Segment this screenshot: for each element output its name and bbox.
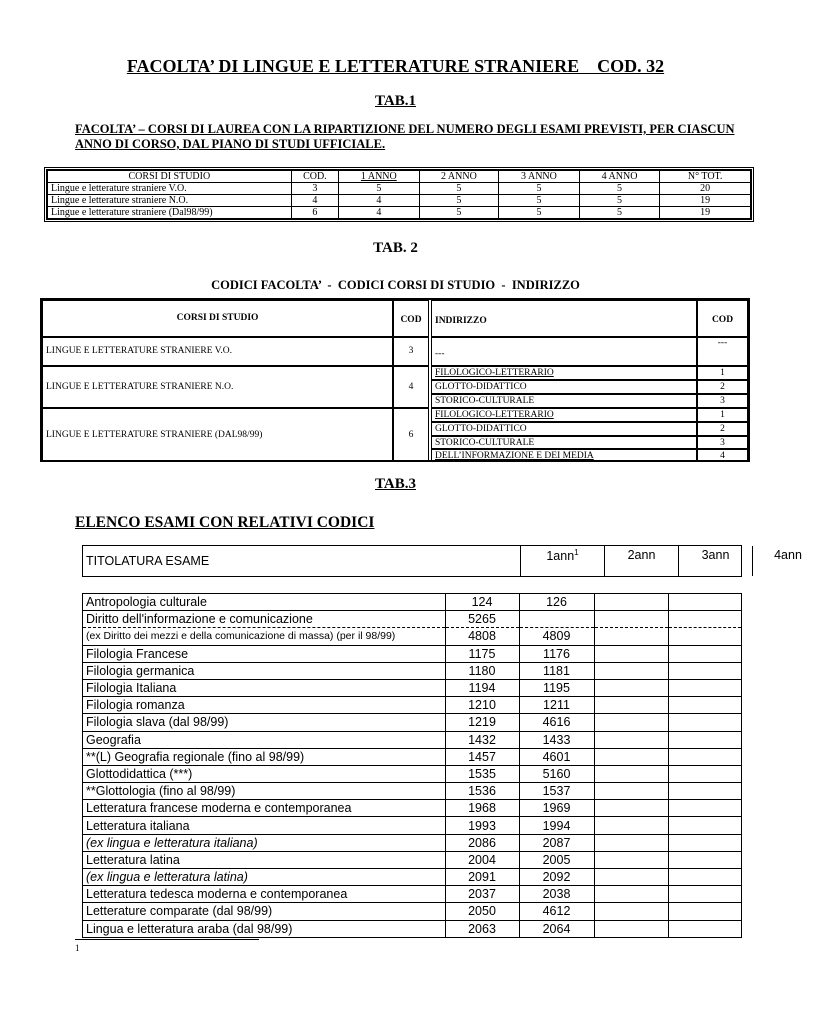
tab2-header-cod: COD bbox=[393, 300, 429, 337]
tab1-description: FACOLTA’ – CORSI DI LAUREA CON LA RIPARTIZIONE DEL NUMERO DEGLI ESAMI PREVISTI, PER CIASCUN ANNO DI CORSO, DAL PIANO DI STUDI UFFICIALE. bbox=[75, 122, 735, 151]
tab1-heading: TAB.1 bbox=[375, 93, 416, 109]
table-row bbox=[83, 697, 741, 714]
cell: 6 bbox=[291, 207, 338, 219]
exam-code: 4809 bbox=[519, 628, 594, 645]
tab3-header bbox=[82, 545, 802, 577]
exam-title: Letteratura italiana bbox=[83, 817, 445, 834]
tab1-header-cod: COD. bbox=[291, 171, 338, 183]
cell: 5 bbox=[579, 195, 660, 207]
exam-code bbox=[668, 731, 741, 748]
exam-code bbox=[594, 765, 668, 782]
exam-code bbox=[594, 697, 668, 714]
exam-title: Geografia bbox=[83, 731, 445, 748]
exam-title: Filologia slava (dal 98/99) bbox=[83, 714, 445, 731]
exam-code bbox=[668, 594, 741, 611]
table-row bbox=[48, 183, 751, 195]
exam-code: 1536 bbox=[445, 783, 519, 800]
exam-code bbox=[594, 851, 668, 868]
cell: 5 bbox=[579, 207, 660, 219]
exam-code bbox=[594, 679, 668, 696]
exam-code bbox=[668, 679, 741, 696]
tab3-exam-list bbox=[82, 593, 742, 938]
exam-title: Letterature comparate (dal 98/99) bbox=[83, 903, 445, 920]
exam-code: 2050 bbox=[445, 903, 519, 920]
exam-title: (ex lingua e letteratura italiana) bbox=[83, 834, 445, 851]
exam-code bbox=[668, 851, 741, 868]
exam-code: 4612 bbox=[519, 903, 594, 920]
exam-code bbox=[594, 886, 668, 903]
tab2-table bbox=[40, 298, 750, 462]
tab2-indirizzo-cod: 1 bbox=[697, 366, 748, 380]
exam-code bbox=[594, 611, 668, 628]
tab1-header-anno4: 4 ANNO bbox=[579, 171, 660, 183]
exam-code bbox=[594, 714, 668, 731]
tab2-indirizzo: --- bbox=[431, 337, 697, 366]
table-row bbox=[83, 851, 741, 868]
exam-code: 2005 bbox=[519, 851, 594, 868]
table-row bbox=[83, 748, 741, 765]
tab2-indirizzo: FILOLOGICO-LETTERARIO bbox=[431, 408, 697, 422]
exam-code bbox=[668, 645, 741, 662]
exam-code: 124 bbox=[445, 594, 519, 611]
tab1-header-tot: N° TOT. bbox=[660, 171, 751, 183]
tab2-indirizzo-cod: 2 bbox=[697, 422, 748, 436]
exam-title: Filologia romanza bbox=[83, 697, 445, 714]
exam-title: Diritto dell'informazione e comunicazione bbox=[83, 611, 445, 628]
cell: 4 bbox=[291, 195, 338, 207]
cell: 4 bbox=[339, 195, 420, 207]
exam-title: Letteratura tedesca moderna e contemporanea bbox=[83, 886, 445, 903]
exam-code: 1194 bbox=[445, 679, 519, 696]
exam-code bbox=[668, 714, 741, 731]
cell: 5 bbox=[499, 207, 580, 219]
table-row bbox=[83, 903, 741, 920]
footnote-divider bbox=[75, 939, 259, 940]
tab1-header-corsi: CORSI DI STUDIO bbox=[48, 171, 292, 183]
exam-code bbox=[594, 662, 668, 679]
table-row bbox=[48, 195, 751, 207]
tab1-header-row bbox=[48, 171, 751, 183]
tab3-list-title: ELENCO ESAMI CON RELATIVI CODICI bbox=[75, 514, 375, 531]
exam-code: 4808 bbox=[445, 628, 519, 645]
exam-code bbox=[594, 645, 668, 662]
exam-code bbox=[594, 783, 668, 800]
tab3-header-titolatura bbox=[83, 546, 521, 576]
exam-code: 1175 bbox=[445, 645, 519, 662]
exam-code bbox=[668, 920, 741, 937]
exam-code: 1219 bbox=[445, 714, 519, 731]
tab2-indirizzo: DELL’INFORMAZIONE E DEI MEDIA bbox=[431, 449, 697, 462]
tab3-header-2ann: 2ann bbox=[605, 546, 679, 576]
table-row bbox=[83, 628, 741, 645]
tab2-corso: LINGUE E LETTERATURE STRANIERE N.O. bbox=[42, 366, 393, 408]
exam-code: 4616 bbox=[519, 714, 594, 731]
table-row bbox=[83, 800, 741, 817]
table-row bbox=[83, 679, 741, 696]
tab2-corso-cod: 4 bbox=[393, 366, 429, 408]
cell: 5 bbox=[419, 207, 499, 219]
exam-code: 1432 bbox=[445, 731, 519, 748]
tab2-subtitle: CODICI FACOLTA’ - CODICI CORSI DI STUDIO - INDIRIZZO bbox=[211, 278, 580, 292]
tab1-header-anno2: 2 ANNO bbox=[419, 171, 499, 183]
exam-title: **(L) Geografia regionale (fino al 98/99) bbox=[83, 748, 445, 765]
cell: 5 bbox=[419, 195, 499, 207]
table-row bbox=[83, 834, 741, 851]
exam-code: 2086 bbox=[445, 834, 519, 851]
exam-code bbox=[594, 731, 668, 748]
footnote-mark: 1 bbox=[75, 943, 80, 953]
exam-code bbox=[668, 817, 741, 834]
exam-code: 1210 bbox=[445, 697, 519, 714]
exam-code: 2087 bbox=[519, 834, 594, 851]
cell: Lingue e letterature straniere V.O. bbox=[48, 183, 292, 195]
tab2-indirizzo: GLOTTO-DIDATTICO bbox=[431, 380, 697, 394]
exam-code: 1994 bbox=[519, 817, 594, 834]
footnote-ref: 1 bbox=[574, 548, 579, 557]
exam-title: (ex Diritto dei mezzi e della comunicazione di massa) (per il 98/99) bbox=[83, 628, 445, 645]
tab3-heading: TAB.3 bbox=[375, 476, 416, 492]
exam-title: Filologia Italiana bbox=[83, 679, 445, 696]
tab2-indirizzo-cod: --- bbox=[697, 337, 748, 366]
tab2-corso: LINGUE E LETTERATURE STRANIERE V.O. bbox=[42, 337, 393, 366]
table-row bbox=[83, 765, 741, 782]
exam-code: 1195 bbox=[519, 679, 594, 696]
exam-code: 1969 bbox=[519, 800, 594, 817]
cell: 5 bbox=[499, 195, 580, 207]
exam-code bbox=[668, 834, 741, 851]
exam-code bbox=[668, 783, 741, 800]
exam-code bbox=[594, 628, 668, 645]
tab2-indirizzo-cod: 3 bbox=[697, 436, 748, 449]
tab1-header-anno1: 1 ANNO bbox=[339, 171, 420, 183]
tab2-indirizzo: FILOLOGICO-LETTERARIO bbox=[431, 366, 697, 380]
tab1-header-anno3: 3 ANNO bbox=[499, 171, 580, 183]
cell: 5 bbox=[419, 183, 499, 195]
cell: 3 bbox=[291, 183, 338, 195]
exam-code: 1180 bbox=[445, 662, 519, 679]
tab3-header-4ann: 4ann bbox=[774, 548, 802, 562]
exam-code: 2064 bbox=[519, 920, 594, 937]
exam-code bbox=[668, 748, 741, 765]
tab3-header-1ann bbox=[521, 546, 605, 576]
exam-code: 1176 bbox=[519, 645, 594, 662]
tab2-heading: TAB. 2 bbox=[373, 240, 418, 256]
exam-code bbox=[594, 817, 668, 834]
exam-code: 2092 bbox=[519, 869, 594, 886]
cell: 5 bbox=[579, 183, 660, 195]
exam-code bbox=[594, 748, 668, 765]
tab3-header-titolatura-label: TITOLATURA ESAME bbox=[86, 554, 210, 568]
exam-code: 1457 bbox=[445, 748, 519, 765]
exam-code bbox=[668, 886, 741, 903]
exam-code bbox=[668, 869, 741, 886]
exam-code: 1181 bbox=[519, 662, 594, 679]
exam-title: Glottodidattica (***) bbox=[83, 765, 445, 782]
exam-title: Antropologia culturale bbox=[83, 594, 445, 611]
table-row bbox=[83, 662, 741, 679]
tab2-header-cod2: COD bbox=[697, 300, 748, 337]
exam-code bbox=[594, 800, 668, 817]
exam-code bbox=[668, 697, 741, 714]
tab2-header-corsi: CORSI DI STUDIO bbox=[42, 300, 393, 337]
exam-code bbox=[668, 765, 741, 782]
tab2-corso: LINGUE E LETTERATURE STRANIERE (DAL98/99) bbox=[42, 408, 393, 462]
exam-title: Filologia germanica bbox=[83, 662, 445, 679]
exam-code: 2004 bbox=[445, 851, 519, 868]
cell: 5 bbox=[339, 183, 420, 195]
exam-code bbox=[668, 611, 741, 628]
exam-title: Letteratura latina bbox=[83, 851, 445, 868]
cell: 5 bbox=[499, 183, 580, 195]
cell: Lingue e letterature straniere (Dal98/99) bbox=[48, 207, 292, 219]
tab1-table bbox=[44, 167, 754, 222]
tab2-header-indirizzo: INDIRIZZO bbox=[431, 300, 697, 337]
tab2-corso-cod: 6 bbox=[393, 408, 429, 462]
exam-code bbox=[594, 594, 668, 611]
exam-code bbox=[668, 800, 741, 817]
tab2-indirizzo-cod: 3 bbox=[697, 394, 748, 408]
page-title: FACOLTA’ DI LINGUE E LETTERATURE STRANIERE COD. 32 bbox=[126, 56, 665, 76]
exam-code: 2038 bbox=[519, 886, 594, 903]
cell: 20 bbox=[660, 183, 751, 195]
tab2-indirizzo: STORICO-CULTURALE bbox=[431, 394, 697, 408]
table-row bbox=[83, 817, 741, 834]
exam-code: 1968 bbox=[445, 800, 519, 817]
exam-title: Lingua e letteratura araba (dal 98/99) bbox=[83, 920, 445, 937]
exam-code bbox=[594, 903, 668, 920]
exam-code: 126 bbox=[519, 594, 594, 611]
cell: 19 bbox=[660, 207, 751, 219]
table-row bbox=[83, 611, 741, 628]
table-row bbox=[83, 645, 741, 662]
exam-title: Filologia Francese bbox=[83, 645, 445, 662]
table-row bbox=[48, 207, 751, 219]
table-row bbox=[83, 886, 741, 903]
cell: Lingue e letterature straniere N.O. bbox=[48, 195, 292, 207]
tab3-header-1ann-label: 1ann bbox=[546, 549, 575, 564]
exam-code bbox=[668, 662, 741, 679]
exam-code: 5265 bbox=[445, 611, 519, 628]
exam-title: (ex lingua e letteratura latina) bbox=[83, 869, 445, 886]
exam-title: **Glottologia (fino al 98/99) bbox=[83, 783, 445, 800]
table-row bbox=[83, 869, 741, 886]
exam-code: 1211 bbox=[519, 697, 594, 714]
tab2-indirizzo-cod: 2 bbox=[697, 380, 748, 394]
cell: 4 bbox=[339, 207, 420, 219]
exam-code: 1993 bbox=[445, 817, 519, 834]
exam-code bbox=[668, 628, 741, 645]
exam-code bbox=[594, 869, 668, 886]
table-row bbox=[83, 714, 741, 731]
tab3-header-3ann: 3ann bbox=[679, 546, 753, 576]
tab2-indirizzo: GLOTTO-DIDATTICO bbox=[431, 422, 697, 436]
exam-code bbox=[668, 903, 741, 920]
table-row bbox=[83, 594, 741, 611]
exam-code: 2037 bbox=[445, 886, 519, 903]
exam-code: 5160 bbox=[519, 765, 594, 782]
exam-code: 2063 bbox=[445, 920, 519, 937]
tab2-indirizzo-cod: 4 bbox=[697, 449, 748, 462]
cell: 19 bbox=[660, 195, 751, 207]
tab2-corso-cod: 3 bbox=[393, 337, 429, 366]
exam-code bbox=[594, 920, 668, 937]
exam-title: Letteratura francese moderna e contemporanea bbox=[83, 800, 445, 817]
exam-code bbox=[594, 834, 668, 851]
exam-code: 1535 bbox=[445, 765, 519, 782]
table-row bbox=[83, 783, 741, 800]
table-row bbox=[83, 920, 741, 937]
tab2-indirizzo-cod: 1 bbox=[697, 408, 748, 422]
exam-code: 2091 bbox=[445, 869, 519, 886]
exam-code bbox=[519, 611, 594, 628]
exam-code: 1433 bbox=[519, 731, 594, 748]
exam-code: 4601 bbox=[519, 748, 594, 765]
table-row bbox=[83, 731, 741, 748]
tab2-indirizzo: STORICO-CULTURALE bbox=[431, 436, 697, 449]
exam-code: 1537 bbox=[519, 783, 594, 800]
